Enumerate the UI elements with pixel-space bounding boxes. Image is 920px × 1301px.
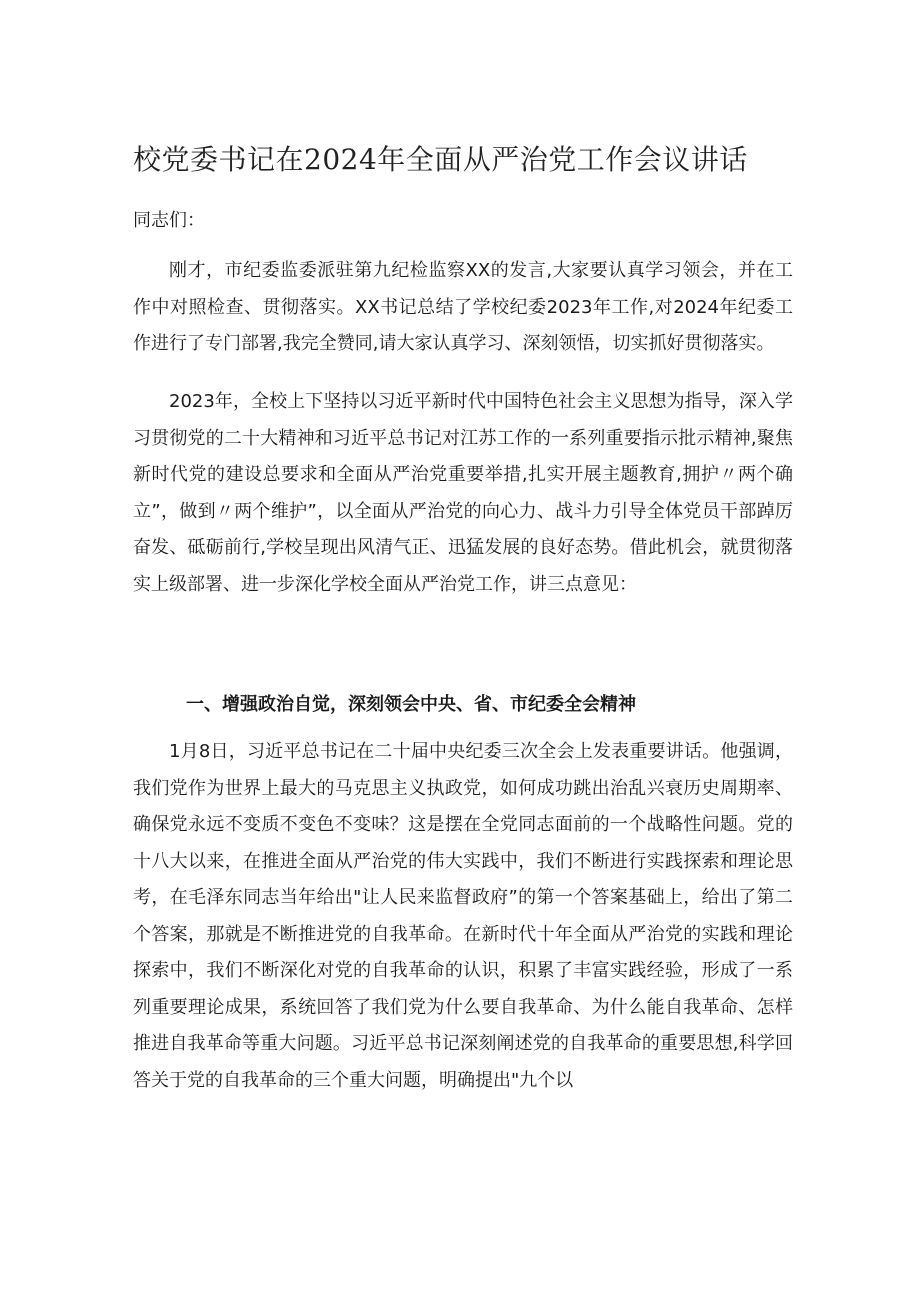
greeting: 同志们： [133, 210, 205, 231]
document-title: 校党委书记在2024年全面从严治党工作会议讲话 [133, 143, 748, 176]
section-heading-1: 一、增强政治自觉，深刻领会中央、省、市纪委全会精神 [186, 694, 636, 715]
paragraph-section-1: 1月8日，习近平总书记在二十届中央纪委三次全会上发表重要讲话。他强调，我们党作为世界上最大的马克思主义执政党，如何成功跳出治乱兴衰历史周期率、确保党永远不变质不变色不变味？这是摆在全党同志面前的一个战略性问题。党的十八大以来，在推进全面从严治党的伟大实践中，我们不断进行实践探索和理论思考，在毛泽东同志当年给出"让人民来监督政府”的第一个答案基础上，给出了第二个答案，那就是不断推进党的自我革命。在新时代十年全面从严治党的实践和理论探索中，我们不断深化对党的自我革命的认识，积累了丰富实践经验，形成了一系列重要理论成果，系统回答了我们党为什么要自我革命、为什么能自我革命、怎样推进自我革命等重大问题。习近平总书记深刻阐述党的自我革命的重要思想,科学回答关于党的自我革命的三个重大问题，明确提出"九个以 [133, 741, 793, 1091]
paragraph-opening: 刚才，市纪委监委派驻第九纪检监察XX的发言,大家要认真学习领会，并在工作中对照检查、贯彻落实。XX书记总结了学校纪委2023年工作,对2024年纪委工作进行了专门部署,我完全赞同,请大家认真学习、深刻领悟，切实抓好贯彻落实。 [133, 260, 793, 354]
paragraph-review-2023: 2023年，全校上下坚持以习近平新时代中国特色社会主义思想为指导，深入学习贯彻党的二十大精神和习近平总书记对江苏工作的一系列重要指示批示精神,聚焦新时代党的建设总要求和全面从严治党重要举措,扎实开展主题教育,拥护〃两个确立”，做到〃两个维护”，以全面从严治党的向心力、战斗力引导全体党员干部踔厉奋发、砥砺前行,学校呈现出风清气正、迅猛发展的良好态势。借此机会，就贯彻落实上级部署、进一步深化学校全面从严治党工作，讲三点意见： [133, 391, 793, 595]
